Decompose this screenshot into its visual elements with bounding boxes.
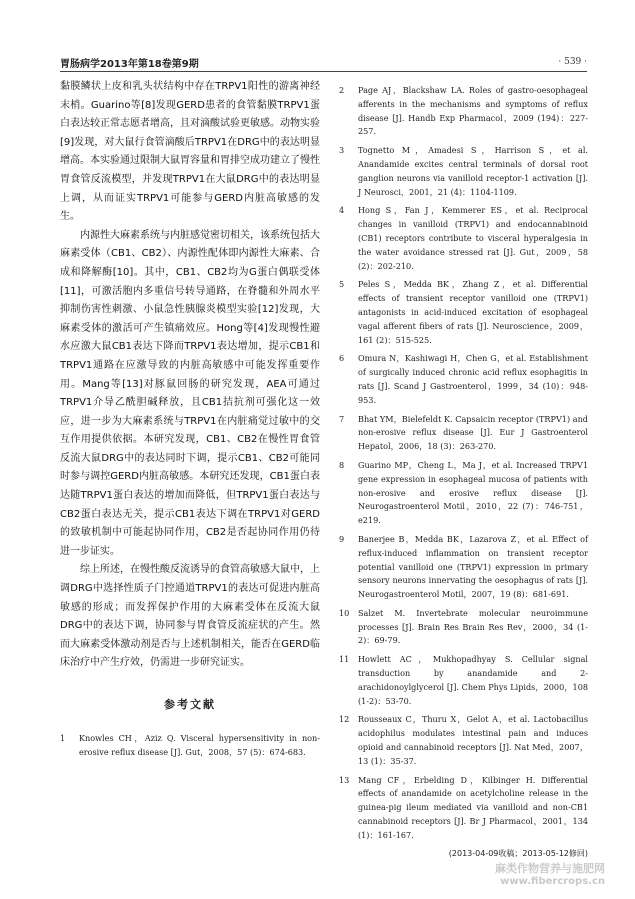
- body-paragraph-2: 内源性大麻素系统与内脏感觉密切相关，该系统包括大麻素受体（CB1、CB2）、内源性配体即内源性大麻素、合成和降解酶[10]。其中，CB1、CB2均为G蛋白偶联受体[11]，可激活胞内多重信号转导通路，在脊髓和外周水平抑制伤害性刺激、小鼠急性胰腺炎模型实验[12]发现，大麻素受体的激活可产生镇痛效应。Hong等[4]发现慢性避水应激大鼠CB1表达下降而TRPV1表达增加，提示CB1和TRPV1通路在应激导致的内脏高敏感中可能发挥重要作用。Mang等[13]对豚鼠回肠的研究发现，AEA可通过TRPV1介导乙酰胆碱释放，且CB1拮抗剂可强化这一效应，进一步为大麻素系统与TRPV1在内脏痛觉过敏中的交互作用提供依据。本研究发现，CB1、CB2在慢性胃食管反流大鼠DRG中的表达同时下调，提示CB1、CB2可能同时参与调控GERD内脏高敏感。本研究还发现，CB1蛋白表达随TRPV1蛋白表达的增加而降低，但TRPV1蛋白表达与CB2蛋白表达无关，提示CB1表达下调在TRPV1对GERD的致敏机制中可能起协同作用，CB2是否起协同作用仍待进一步证实。: [60, 229, 320, 557]
- reference-number: 8: [339, 459, 345, 470]
- reference-item: [339, 713, 588, 768]
- reference-item: [339, 459, 588, 528]
- reference-number: 1: [60, 733, 66, 743]
- reference-text: Howlett AC，Mukhopadhyay S. Cellular signal transduction by anandamide and 2-arachidonoylglycerol [J]. Chem Phys Lipids，2000，108 (1-2)：53-70.: [358, 654, 588, 706]
- journal-header: 胃肠病学2013年第18卷第9期: [60, 59, 199, 70]
- watermark-name: 麻类作物营养与施肥网: [495, 862, 605, 875]
- reference-text: Peles S，Medda BK，Zhang Z，et al. Differential effects of transient receptor vanilloid one (TRPV1) antagonists in acid-induced excitation of esophageal vagal afferent fibers of rats [J]. Neuroscience，2009，161 (2)：515-525.: [358, 279, 588, 345]
- reference-text: Mang CF，Erbelding D，Kilbinger H. Differential effects of anandamide on acetylcholine release in the guinea-pig ileum mediated via vanilloid and non-CB1 cannabinoid receptors [J]. Br J Pharmacol，2001，134 (1)：161-167.: [358, 774, 588, 840]
- body-paragraph-1: 黏膜鳞状上皮和乳头状结构中存在TRPV1阳性的游离神经末梢。Guarino等[8]发现GERD患者的食管黏膜TRPV1蛋白表达较正常志愿者增高，且对滴酸试验更敏感。动物实验[9]发现，对大鼠行食管滴酸后TRPV1在DRG中的表达明显增高。本实验通过限制大鼠胃容量和胃排空成功建立了慢性胃食管反流模型，并发现TRPV1在大鼠DRG中的表达明显上调，从而证实TRPV1可能参与GERD内脏高敏感的发生。: [60, 81, 320, 223]
- reference-item: [339, 84, 588, 139]
- site-watermark: [495, 860, 605, 887]
- reference-number: 9: [339, 533, 345, 544]
- reference-number: 13: [339, 774, 350, 785]
- reference-text: Rousseaux C，Thuru X，Gelot A，et al. Lactobacillus acidophilus modulates intestinal pain and induces opioid and cannabinoid receptors [J]. Nat Med，2007，13 (1)：35-37.: [358, 714, 588, 766]
- reference-item: [339, 653, 588, 708]
- reference-number: 11: [339, 654, 350, 665]
- reference-number: 10: [339, 607, 350, 618]
- reference-number: 4: [339, 205, 345, 216]
- reference-item: [339, 533, 588, 602]
- reference-text: Guarino MP，Cheng L，Ma J，et al. Increased TRPV1 gene expression in esophageal mucosa of patients with non-erosive and erosive reflux disease [J]. Neurogastroenterol Motil，2010，22 (7)：746-751，e219.: [358, 459, 588, 526]
- reference-item: [339, 144, 588, 199]
- reference-number: 7: [339, 413, 345, 424]
- reference-text: Knowles CH，Aziz Q. Visceral hypersensitivity in non-erosive reflux disease [J]. Gut，2008，57 (5)：674-683.: [79, 733, 320, 757]
- references-heading: 参考文献: [164, 698, 216, 711]
- reference-item: [339, 352, 588, 407]
- reference-number: 12: [339, 714, 350, 725]
- reference-number: 3: [339, 145, 345, 156]
- reference-item: [339, 413, 588, 454]
- reference-item: [339, 607, 588, 648]
- revision-note: (2013-04-09收稿；2013-05-12修回): [448, 848, 588, 858]
- watermark-url: www.fibercrops.cn: [500, 876, 605, 887]
- reference-item: [339, 774, 588, 843]
- right-column: [339, 84, 588, 859]
- reference-item: [339, 204, 588, 273]
- reference-text: Tognetto M，Amadesi S，Harrison S，et al. Anandamide excites central terminals of dorsal root ganglion neurons via vanilloid receptor-1 activation [J]. J Neurosci，2001，21 (4)：1104-1109.: [358, 145, 588, 197]
- reference-item: [339, 278, 588, 347]
- reference-number: 6: [339, 353, 345, 364]
- body-paragraph-3: 综上所述，在慢性酸反流诱导的食管高敏感大鼠中，上调DRG中选择性质子门控通道TRPV1的表达可促进内脏高敏感的形成；而发挥保护作用的大麻素受体在反流大鼠DRG中的表达下调，协同参与胃食管反流症状的产生。然而大麻素受体激动剂是否与上述机制相关，能否在GERD临床治疗中产生疗效，仍需进一步研究证实。: [60, 564, 320, 669]
- reference-text: Hong S，Fan J，Kemmerer ES，et al. Reciprocal changes in vanilloid (TRPV1) and endocannabinoid (CB1) receptors contribute to visceral hyperalgesia in the water avoidance stressed rat [J]. Gut，2009，58 (2)：202-210.: [358, 205, 588, 271]
- left-column: [60, 78, 320, 765]
- reference-text: Omura N，Kashiwagi H，Chen G，et al. Establishment of surgically induced chronic acid reflux esophagitis in rats [J]. Scand J Gastroenterol，1999，34 (10)：948-953.: [358, 353, 588, 405]
- page-number: · 539 ·: [558, 57, 587, 67]
- header-divider: [60, 71, 587, 72]
- reference-text: Bhat YM，Bielefeldt K. Capsaicin receptor (TRPV1) and non-erosive reflux disease [J]. Eur J Gastroenterol Hepatol，2006，18 (3)：263-270.: [358, 413, 588, 452]
- reference-number: 2: [339, 85, 345, 95]
- reference-item: [60, 732, 320, 760]
- reference-text: Page AJ，Blackshaw LA. Roles of gastro-oesophageal afferents in the mechanisms and symptoms of reflux disease [J]. Handb Exp Pharmacol，2009 (194)：227-257.: [358, 85, 588, 137]
- reference-number: 5: [339, 279, 345, 290]
- reference-text: Banerjee B，Medda BK，Lazarova Z，et al. Effect of reflux-induced inflammation on transient receptor potential vanilloid one (TRPV1) expression in primary sensory neurons innervating the oesophagus of rats [J]. Neurogastroenterol Motil，2007，19 (8)：681-691.: [358, 533, 588, 600]
- reference-text: Salzet M. Invertebrate molecular neuroimmune processes [J]. Brain Res Brain Res Rev，2000，34 (1-2)：69-79.: [358, 607, 588, 646]
